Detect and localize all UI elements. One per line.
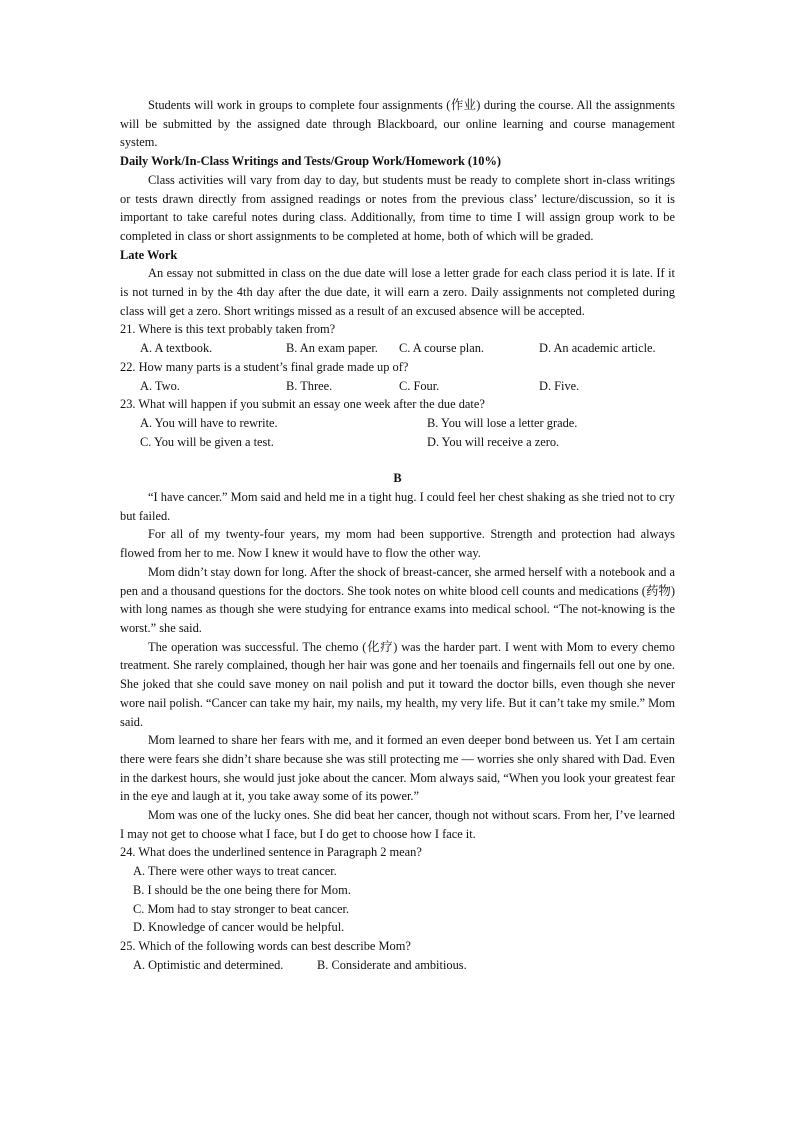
option-25-a: A. Optimistic and determined. [133,957,284,972]
option-23-b: B. You will lose a letter grade. [427,415,578,430]
question-23-options-row1 [120,414,675,433]
question-21-options [120,339,675,358]
question-22-options [120,377,675,396]
option-22-a: A. Two. [140,378,180,393]
heading-late-work: Late Work [120,247,178,262]
passage-b-paragraph-3: Mom didn’t stay down for long. After the shock of breast-cancer, she armed herself with a notebook and a pen and a thousand questions for the doctors. She took notes on white blood cell counts and medications (药物) with long names as though she were studying for entrance exams into medical school. “The not-knowing is the worst.” she said. [120,564,675,635]
document-page [120,96,675,974]
heading-daily-work: Daily Work/In-Class Writings and Tests/Group Work/Homework (10%) [120,154,501,169]
option-24-b: B. I should be the one being there for Mom. [133,882,351,897]
passage-b-paragraph-6: Mom was one of the lucky ones. She did beat her cancer, though not without scars. From her, I’ve learned I may not get to choose what I face, but I do get to choose how I face it. [120,808,675,841]
question-22: 22. How many parts is a student’s final grade made up of? [120,359,409,374]
question-23: 23. What will happen if you submit an essay one week after the due date? [120,397,485,412]
option-23-a: A. You will have to rewrite. [140,415,278,430]
option-24-c: C. Mom had to stay stronger to beat cancer. [133,901,350,916]
option-22-c: C. Four. [399,378,440,393]
daily-work-paragraph: Class activities will vary from day to day, but students must be ready to complete short in-class writings or tests drawn directly from assigned readings or notes from the previous class’ lecture/discussion, so it is important to take careful notes during class. Additionally, from time to time I will assign group work to be completed in class or short assignments to be completed at home, both of which will be graded. [120,172,675,243]
option-21-b: B. An exam paper. [286,341,378,356]
option-21-c: C. A course plan. [399,341,485,356]
option-23-c: C. You will be given a test. [140,434,274,449]
intro-paragraph: Students will work in groups to complete four assignments (作业) during the course. All the assignments will be submitted by the assigned date through Blackboard, our online learning and course management system. [120,98,675,150]
question-24: 24. What does the underlined sentence in Paragraph 2 mean? [120,845,422,860]
option-22-d: D. Five. [539,378,580,393]
passage-b-paragraph-5: Mom learned to share her fears with me, and it formed an even deeper bond between us. Yet I am certain there were fears she didn’t share because she was still protecting me — worries she only shared with Dad. Even in the darkest hours, she would just joke about the cancer. Mom always said, “When you look your greatest fear in the eye and laugh at it, you take away some of its power.” [120,733,675,804]
option-24-a: A. There were other ways to treat cancer. [133,864,337,879]
late-work-paragraph: An essay not submitted in class on the due date will lose a letter grade for each class period it is late. If it is not turned in by the 4th day after the due date, it will earn a zero. Daily assignments not completed during class will get a zero. Short writings missed as a result of an excused absence will be accepted. [120,266,675,318]
passage-b-paragraph-4: The operation was successful. The chemo (化疗) was the harder part. I went with Mom to every chemo treatment. She rarely complained, though her hair was gone and her toenails and fingernails fell out one by one. She joked that she could save money on nail polish and put it toward the doctor bills, even though she never wore nail polish. “Cancer can take my hair, my nails, my health, my very life. But it can’t take my smile.” Mom said. [120,639,675,729]
question-25: 25. Which of the following words can best describe Mom? [120,938,411,953]
option-21-a: A. A textbook. [140,341,213,356]
option-24-d: D. Knowledge of cancer would be helpful. [133,920,345,935]
question-21: 21. Where is this text probably taken from? [120,322,336,337]
passage-b-paragraph-2: For all of my twenty-four years, my mom had been supportive. Strength and protection had always flowed from her to me. Now I knew it would have to flow the other way. [120,527,675,561]
question-23-options-row2 [120,433,675,452]
option-22-b: B. Three. [286,378,333,393]
option-23-d: D. You will receive a zero. [427,434,560,449]
question-25-options [120,956,675,975]
section-b-title: B [393,471,402,486]
passage-b-paragraph-1: “I have cancer.” Mom said and held me in a tight hug. I could feel her chest shaking as she tried not to cry but failed. [120,490,675,523]
option-21-d: D. An academic article. [539,341,656,356]
option-25-b: B. Considerate and ambitious. [317,957,467,972]
